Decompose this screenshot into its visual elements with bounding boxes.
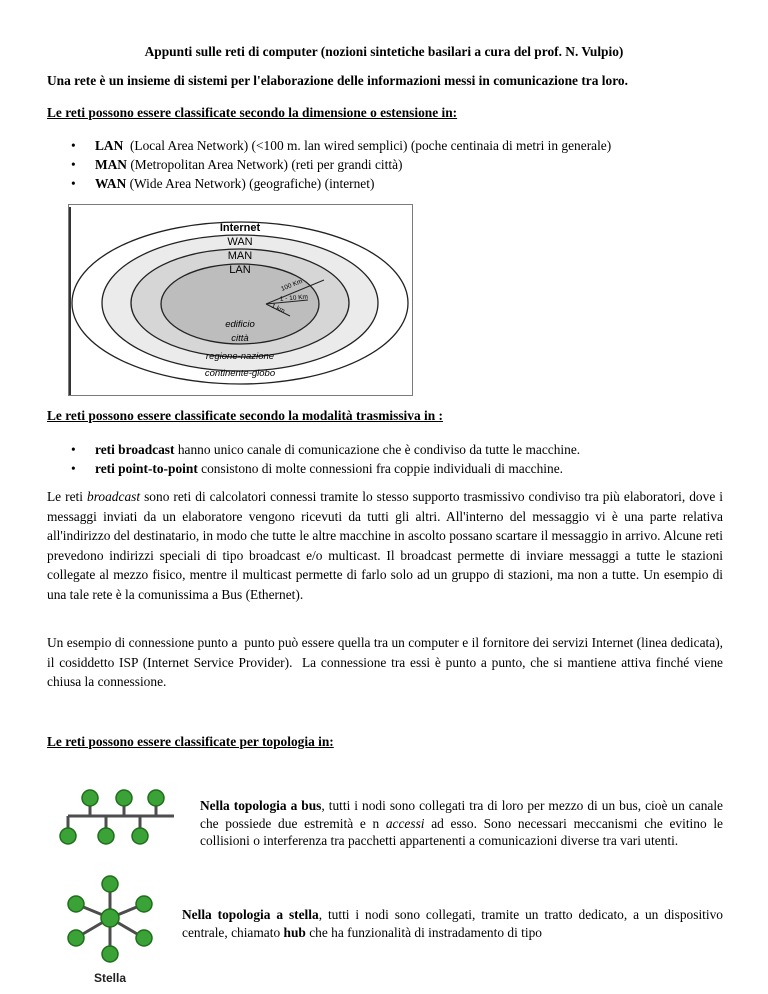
broadcast-paragraph <box>47 487 723 604</box>
page-title: Appunti sulle reti di computer (nozioni sintetiche basilari a cura del prof. N. Vulpio) <box>144 44 624 59</box>
scope-label-regione: regione-nazione <box>205 351 275 362</box>
list-desc: consistono di molte connessioni fra coppie individuali di macchine. <box>197 461 563 476</box>
bus-topology-text <box>200 797 723 850</box>
list-desc: hanno unico canale di comunicazione che è condiviso da tutte le macchine. <box>174 442 581 457</box>
size-section-heading: Le reti possono essere classificate secondo la dimensione o estensione in: <box>47 105 458 120</box>
paragraph-text: sono reti di calcolatori connessi tramite lo stesso supporto trasmissivo condiviso tra più elaboratori, dove i messaggi inviati da un elaboratore vengono ricevuti da tutti gli altri. All'interno del messaggio vi è una parte relativa all'indirizzo del destinatario, in modo che tutte le altre macchine in ascolto possano scartare il messaggio in arrivo. Alcune reti prevedono indirizzi speciali di tipo broadcast e/o multicast. Il broadcast permette di inviare messaggi a tutte le stazioni collegate al mezzo fisico, mentre il multicast permette di farlo solo ad un gruppo di stazioni, ma non a tutte. Un esempio di una tale rete è la comunissima a Bus (Ethernet). <box>47 489 723 602</box>
network-definition: Una rete è un insieme di sistemi per l'elaborazione delle informazioni messi in comunicazione tra loro. <box>47 73 628 88</box>
star-topology-icon <box>60 874 160 990</box>
list-item-lan <box>71 136 611 155</box>
topology-section-heading: Le reti possono essere classificate per topologia in: <box>47 734 334 749</box>
scope-label-citta: città <box>231 333 249 344</box>
paragraph-text: Le reti <box>47 489 87 504</box>
list-desc: (Local Area Network) (<100 m. lan wired semplici) (poche centinaia di metri in generale) <box>123 138 612 153</box>
list-desc: (Metropolitan Area Network) (reti per grandi città) <box>126 157 403 172</box>
paragraph-emphasis: accessi <box>385 815 425 831</box>
ring-label-wan: WAN <box>227 236 253 248</box>
ring-label-man: MAN <box>227 250 253 262</box>
star-topology-term: Nella topologia a stella <box>182 907 319 922</box>
paragraph-text: , tutti i nodi sono collegati, tramite un tratto dedicato, a un dispositivo centrale, chiamato <box>182 907 724 940</box>
size-list <box>71 136 611 193</box>
ring-label-lan: LAN <box>229 264 251 276</box>
network-size-diagram <box>68 204 413 396</box>
list-item-point-to-point <box>71 459 580 478</box>
list-item-man <box>71 155 611 174</box>
hub-term: hub <box>283 924 306 940</box>
star-topology-text <box>182 906 723 941</box>
paragraph-text: , tutti i nodi sono collegati tra di loro per mezzo di un bus, cioè un canale che possiede due estremità e n <box>200 798 723 831</box>
list-term: LAN <box>95 138 124 153</box>
scope-label-continente: continente-globo <box>204 368 276 379</box>
mode-section-heading: Le reti possono essere classificate secondo la modalità trasmissiva in : <box>47 408 443 423</box>
ring-label-internet: Internet <box>219 222 261 234</box>
list-item-wan <box>71 174 611 193</box>
list-item-broadcast <box>71 440 580 459</box>
point-to-point-paragraph <box>47 633 727 692</box>
bus-topology-icon <box>58 788 184 846</box>
star-topology-label: Stella <box>93 971 127 985</box>
paragraph-text: che ha funzionalità di instradamento di tipo <box>305 924 542 940</box>
list-term: reti broadcast <box>95 442 175 457</box>
paragraph-text: ad esso. Sono necessari meccanismi che evitino le collisioni o interferenza tra pacchetti appartenenti a comunicazioni diverse tra vari utenti. <box>200 815 723 848</box>
list-desc: (Wide Area Network) (geografiche) (internet) <box>126 176 375 191</box>
list-term: MAN <box>95 157 127 172</box>
radius-label-10km: 1 - 10 Km <box>279 293 309 303</box>
radius-label-1km: 1 km <box>270 302 286 315</box>
paragraph-emphasis: broadcast <box>87 489 141 504</box>
scope-label-edificio: edificio <box>225 319 255 330</box>
mode-list <box>71 440 580 478</box>
list-term: reti point-to-point <box>95 461 198 476</box>
radius-label-100km: 100 Km <box>280 277 304 293</box>
list-term: WAN <box>95 176 127 191</box>
paragraph-text: Un esempio di connessione punto a punto può essere quella tra un computer e il fornitore dei servizi Internet (linea dedicata), il cosiddetto ISP (Internet Service Provider). La connessione tra essi è punto a punto, che si mantiene attiva finché viene chiusa la connessione. <box>47 635 727 689</box>
bus-topology-term: Nella topologia a bus <box>200 798 322 813</box>
